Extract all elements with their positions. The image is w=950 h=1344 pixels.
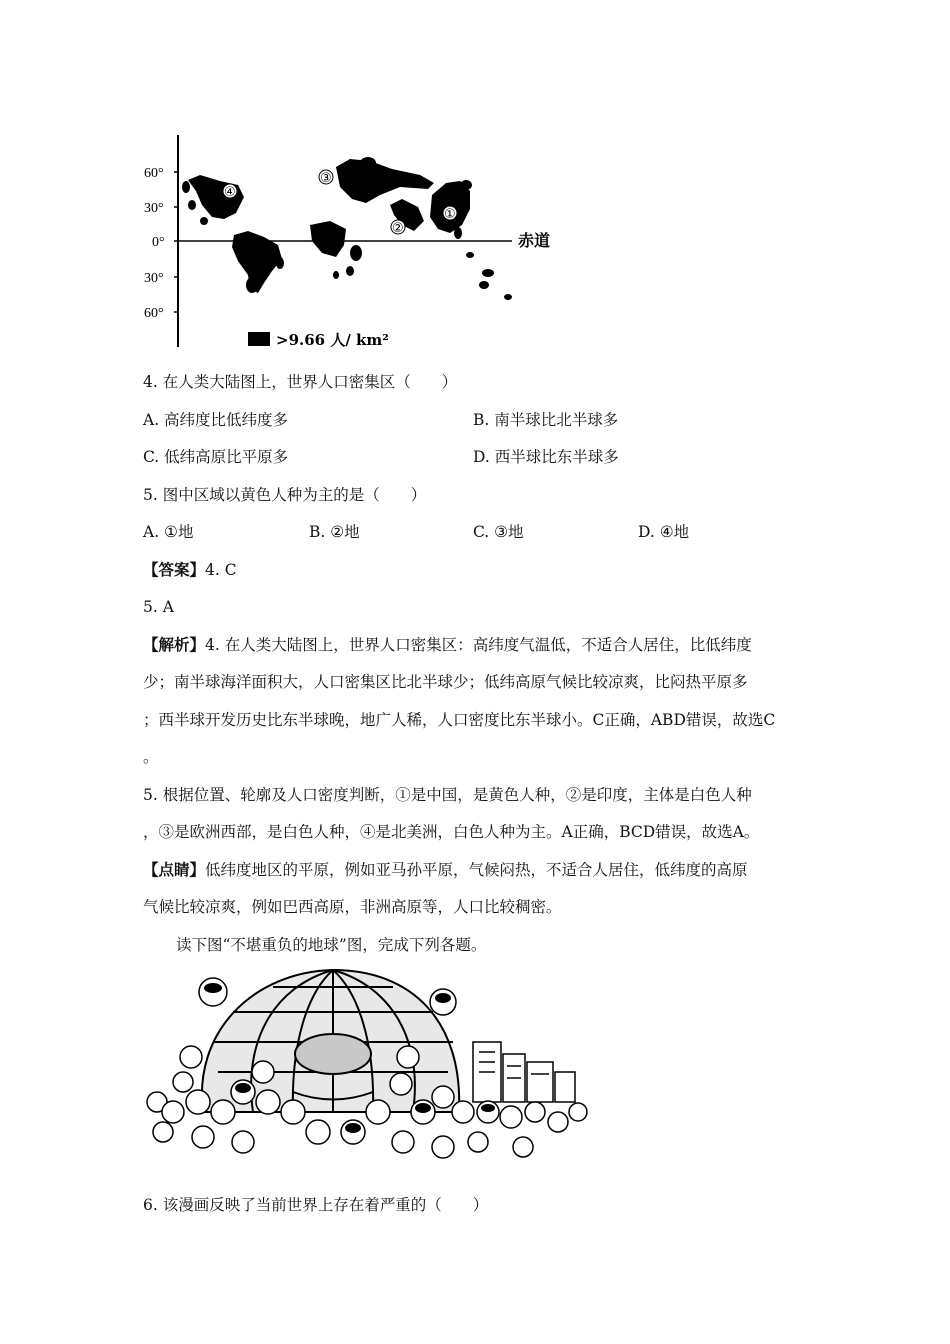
- answer-value-5: 5. A: [143, 598, 174, 616]
- analysis-line-2: 少；南半球海洋面积大，人口密集区比北半球少；低纬高原气候比较凉爽，比闷热平原多: [143, 673, 748, 691]
- analysis-line-5: 5. 根据位置、轮廓及人口密度判断，①是中国，是黄色人种，②是印度，主体是白色人种: [143, 786, 752, 804]
- overburdened-earth-cartoon: [143, 962, 593, 1187]
- legend-swatch: [248, 332, 270, 346]
- equator-label: 赤道: [518, 231, 551, 250]
- lat-label-0: 0°: [152, 235, 165, 250]
- q5-option-b: B. ②地: [309, 523, 360, 541]
- analysis-text-1: 4. 在人类大陆图上，世界人口密集区：高纬度气温低，不适合人居住，比低纬度: [205, 636, 752, 654]
- analysis-line-3: ；西半球开发历史比东半球晚，地广人稀，人口密度比东半球小。C正确，ABD错误，故选C: [143, 711, 776, 729]
- lat-label-60n: 60°: [144, 166, 164, 181]
- region-marker-2: ②: [392, 221, 404, 236]
- answer-line-1: [143, 560, 237, 580]
- q6-stem: 6. 该漫画反映了当前世界上存在着严重的（ ）: [143, 1196, 489, 1214]
- tip-tag: 【点睛】: [143, 860, 206, 879]
- q4-option-a: A. 高纬度比低纬度多: [143, 411, 289, 429]
- legend-text: >9.66 人/ km²: [276, 331, 389, 349]
- q4-option-d: D. 西半球比东半球多: [473, 448, 619, 466]
- population-dense-areas: [182, 157, 512, 300]
- analysis-line-1: [143, 635, 752, 655]
- q5-stem: 5. 图中区域以黄色人种为主的是（ ）: [143, 486, 427, 504]
- tip-text-1: 低纬度地区的平原，例如亚马孙平原，气候闷热，不适合人居住，低纬度的高原: [205, 861, 748, 879]
- region-marker-4: ④: [224, 185, 236, 200]
- q5-option-a: A. ①地: [143, 523, 194, 541]
- lat-label-30s: 30°: [144, 271, 164, 286]
- q5-option-d: D. ④地: [638, 523, 690, 541]
- analysis-line-4: 。: [143, 748, 159, 766]
- analysis-line-6: ，③是欧洲西部，是白色人种，④是北美洲，白色人种为主。A正确，BCD错误，故选A。: [143, 823, 760, 841]
- city-buildings: [473, 1042, 575, 1102]
- q5-option-c: C. ③地: [473, 523, 524, 541]
- q4-stem: 4. 在人类大陆图上，世界人口密集区（ ）: [143, 373, 458, 391]
- tip-line-1: [143, 860, 748, 880]
- lat-label-30n: 30°: [144, 201, 164, 216]
- answer-value-4: 4. C: [205, 561, 237, 579]
- q4-option-c: C. 低纬高原比平原多: [143, 448, 289, 466]
- q4-option-b: B. 南半球比北半球多: [473, 411, 619, 429]
- lat-label-60s: 60°: [144, 306, 164, 321]
- tip-line-2: 气候比较凉爽，例如巴西高原，非洲高原等，人口比较稠密。: [143, 898, 562, 916]
- answer-tag: 【答案】: [143, 560, 206, 579]
- analysis-tag: 【解析】: [143, 635, 206, 654]
- population-map-figure: [140, 125, 570, 355]
- region-marker-1: ①: [444, 207, 456, 222]
- intro-text: 读下图“不堪重负的地球”图，完成下列各题。: [176, 936, 487, 954]
- region-marker-3: ③: [320, 171, 332, 186]
